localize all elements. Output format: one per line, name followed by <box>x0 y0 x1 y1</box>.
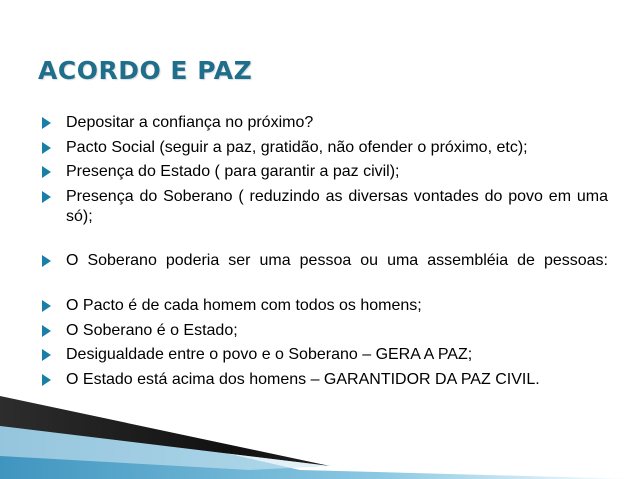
list-item-text: Desigualdade entre o povo e o Soberano – GERA A PAZ; <box>66 346 473 364</box>
arrow-right-icon <box>42 255 51 267</box>
list-item <box>42 162 608 182</box>
bullet-list <box>42 113 608 394</box>
list-item-text: O Estado está acima dos homens – GARANTIDOR DA PAZ CIVIL. <box>66 370 540 388</box>
list-item-text: O Soberano é o Estado; <box>66 321 238 339</box>
list-item-text: Pacto Social (seguir a paz, gratidão, não ofender o próximo, etc); <box>66 138 528 156</box>
slide-title: ACORDO E PAZ <box>38 56 253 85</box>
list-item-text: O Pacto é de cada homem com todos os homens; <box>66 296 422 314</box>
list-item <box>42 187 608 247</box>
arrow-right-icon <box>42 117 51 129</box>
list-item <box>42 370 608 390</box>
arrow-right-icon <box>42 142 51 154</box>
arrow-right-icon <box>42 191 51 203</box>
list-item-text: Presença do Estado ( para garantir a paz civil); <box>66 163 400 181</box>
list-item <box>42 345 608 365</box>
list-item <box>42 138 608 158</box>
list-item <box>42 113 608 133</box>
arrow-right-icon <box>42 349 51 361</box>
list-item-text: Depositar a confiança no próximo? <box>66 114 314 131</box>
arrow-right-icon <box>42 300 51 312</box>
arrow-right-icon <box>42 325 51 337</box>
list-item-text: O Soberano poderia ser uma pessoa ou uma assembléia de pessoas: <box>66 252 608 270</box>
arrow-right-icon <box>42 166 51 178</box>
list-item-text: Presença do Soberano ( reduzindo as diversas vontades do povo em uma só); <box>66 187 608 225</box>
list-item <box>42 321 608 341</box>
arrow-right-icon <box>42 374 51 386</box>
footer-swoosh-decoration <box>0 396 638 479</box>
list-item <box>42 296 608 316</box>
list-item <box>42 251 608 291</box>
